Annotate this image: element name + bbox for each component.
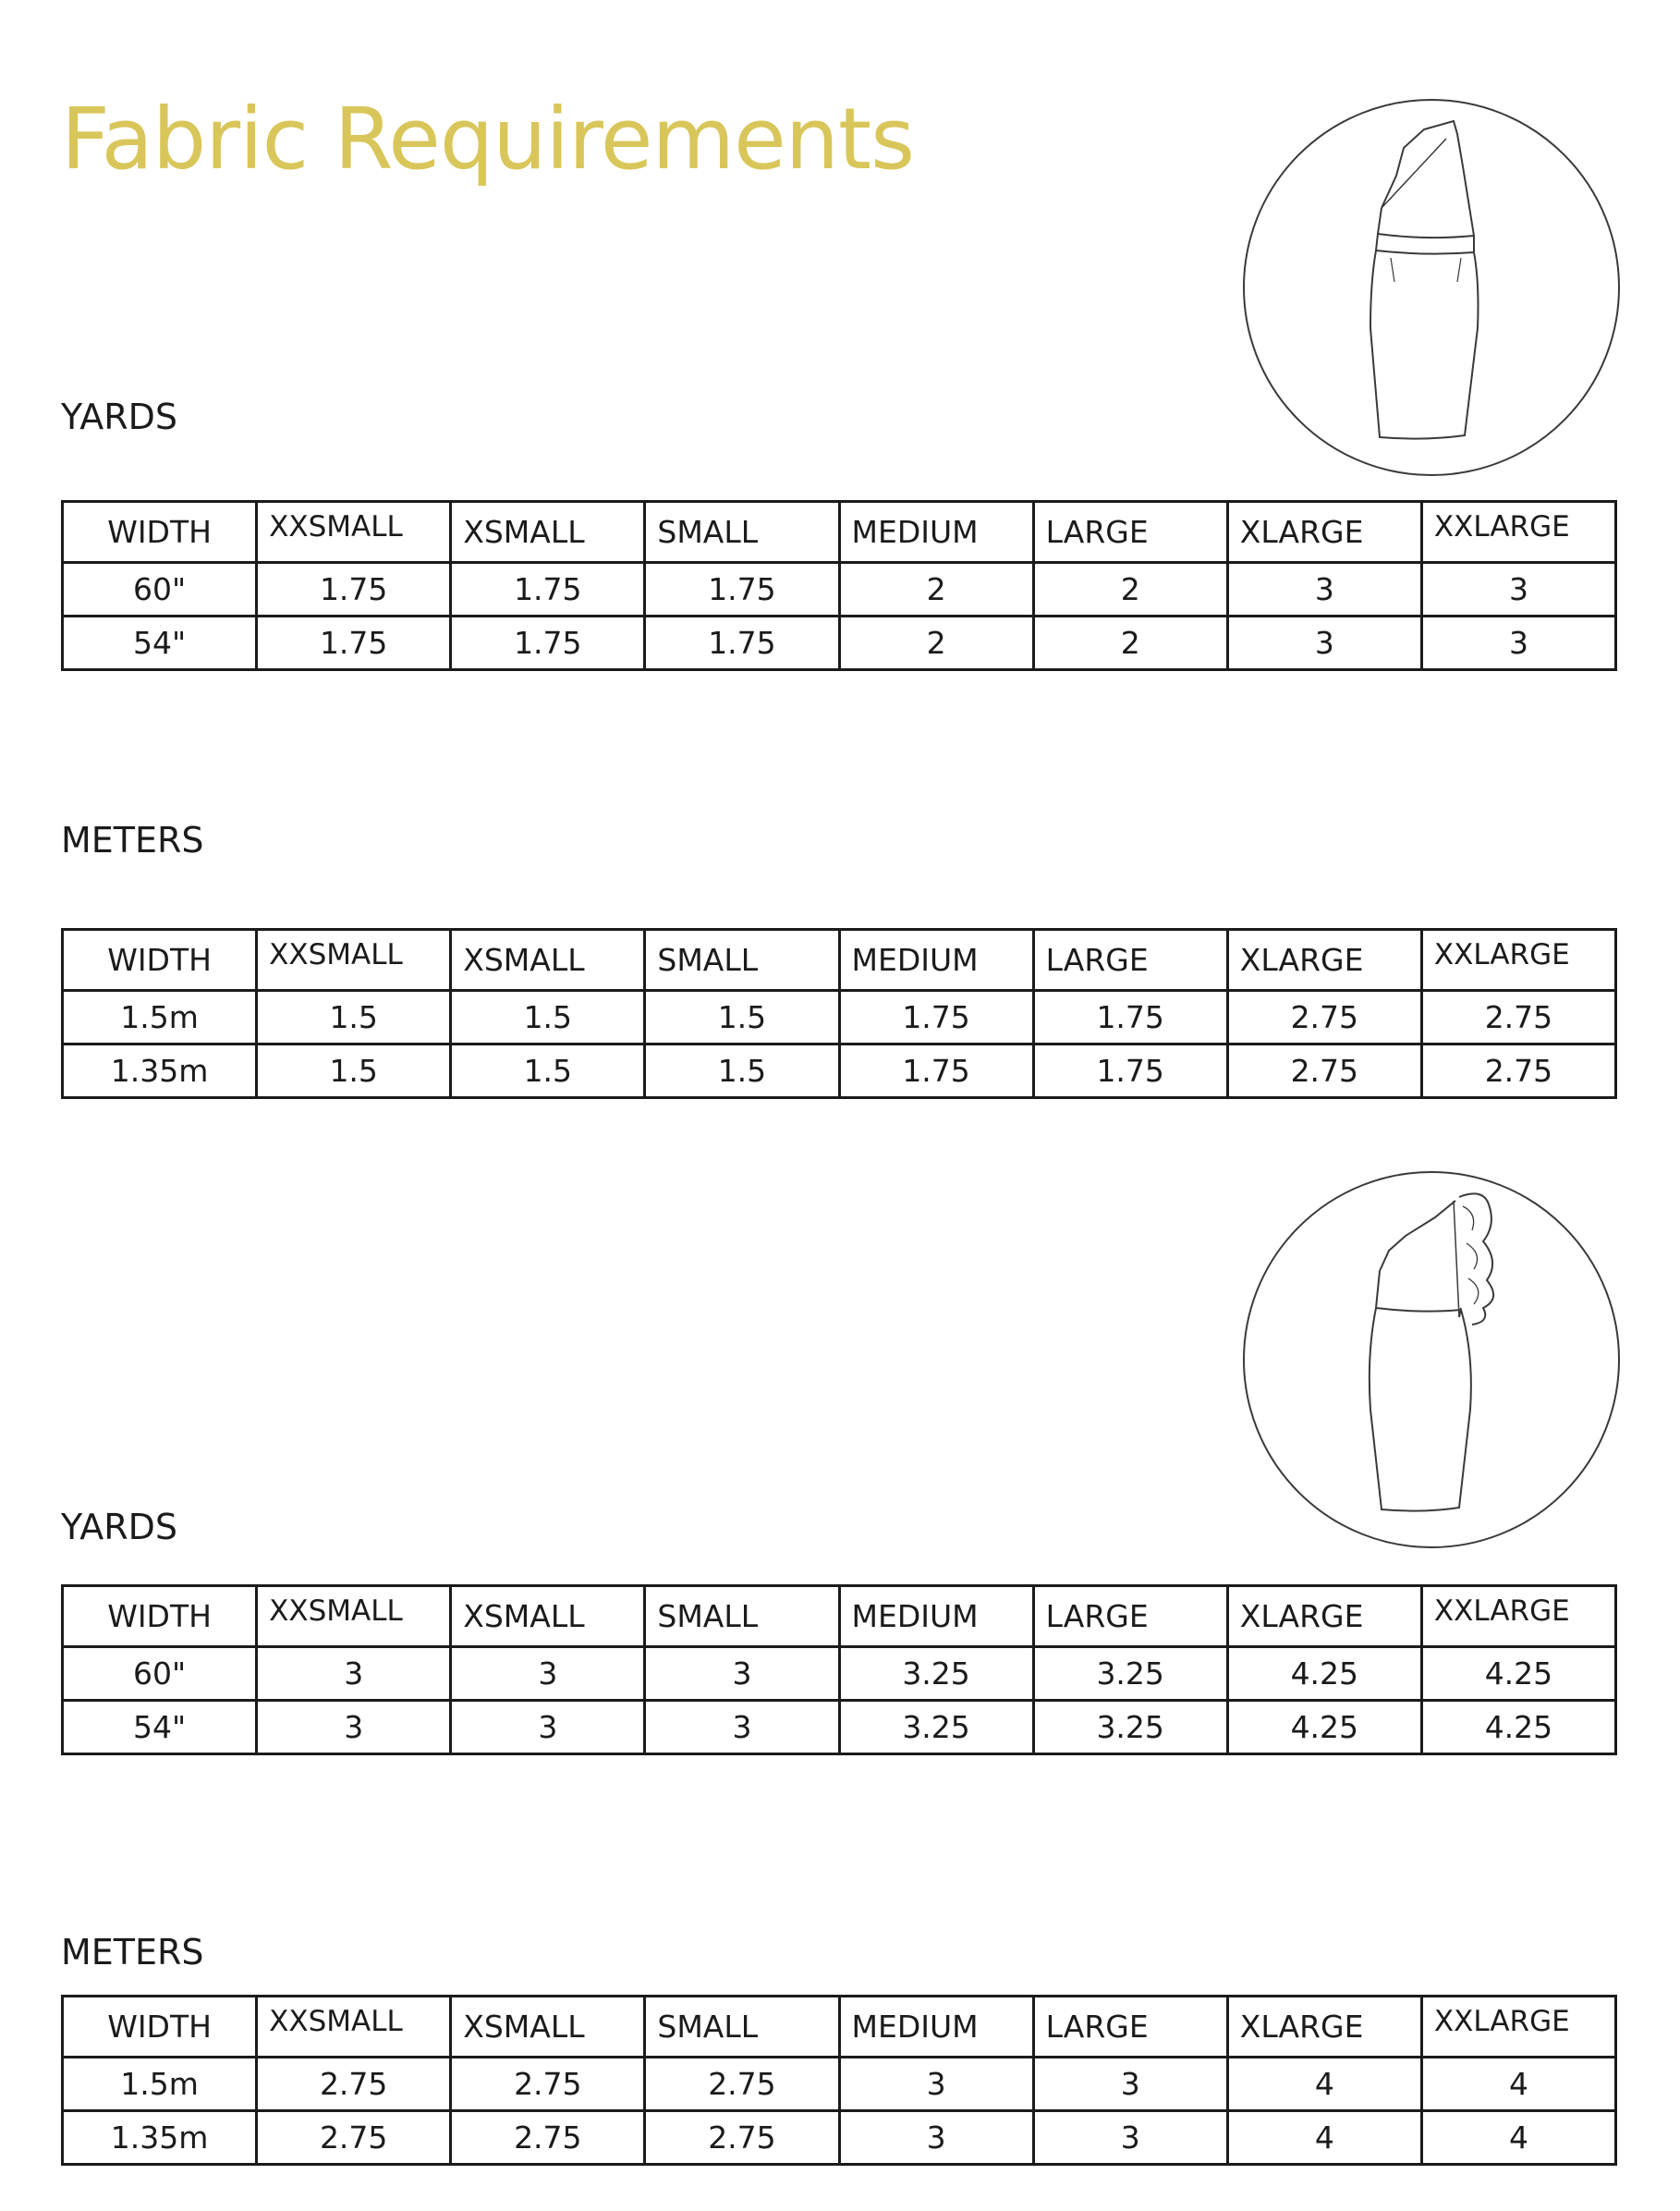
value-cell: 1.5 xyxy=(645,991,839,1044)
value-cell: 3 xyxy=(257,1647,451,1701)
value-cell: 3 xyxy=(1227,617,1421,670)
value-cell: 3 xyxy=(451,1701,645,1754)
size-header: XLARGE xyxy=(1227,1586,1421,1647)
table-header-row xyxy=(63,930,1616,991)
value-cell: 3 xyxy=(839,2058,1033,2111)
table-row xyxy=(63,1701,1616,1754)
value-cell: 3 xyxy=(645,1701,839,1754)
value-cell: 4 xyxy=(1421,2058,1615,2111)
size-header: XXLARGE xyxy=(1421,1997,1615,2058)
table-header-row xyxy=(63,1997,1616,2058)
table-header-row xyxy=(63,502,1616,563)
width-cell: 54" xyxy=(63,1701,257,1754)
width-cell: 1.5m xyxy=(63,2058,257,2111)
size-header: LARGE xyxy=(1033,502,1227,563)
value-cell: 2 xyxy=(1033,617,1227,670)
value-cell: 2.75 xyxy=(451,2058,645,2111)
table-header-row xyxy=(63,1586,1616,1647)
size-header: XXSMALL xyxy=(257,502,451,563)
section-label-meters: METERS xyxy=(61,820,204,861)
value-cell: 2.75 xyxy=(1227,991,1421,1044)
table-row xyxy=(63,2111,1616,2165)
size-header: XSMALL xyxy=(451,502,645,563)
size-header: XSMALL xyxy=(451,930,645,991)
size-header: XXSMALL xyxy=(257,1997,451,2058)
value-cell: 2.75 xyxy=(451,2111,645,2165)
width-cell: 1.35m xyxy=(63,2111,257,2165)
value-cell: 1.75 xyxy=(451,617,645,670)
value-cell: 4 xyxy=(1227,2058,1421,2111)
size-header: LARGE xyxy=(1033,930,1227,991)
size-header: XLARGE xyxy=(1227,502,1421,563)
value-cell: 1.75 xyxy=(839,991,1033,1044)
table-row xyxy=(63,563,1616,617)
value-cell: 4.25 xyxy=(1227,1701,1421,1754)
section-label-yards: YARDS xyxy=(61,1507,178,1547)
size-header: MEDIUM xyxy=(839,1997,1033,2058)
value-cell: 3.25 xyxy=(839,1647,1033,1701)
value-cell: 1.75 xyxy=(257,563,451,617)
one-shoulder-ruffle-dress-icon xyxy=(1241,1169,1622,1550)
value-cell: 2.75 xyxy=(1421,1044,1615,1098)
value-cell: 2.75 xyxy=(257,2058,451,2111)
fabric-table-meters-1 xyxy=(61,928,1617,1099)
value-cell: 2.75 xyxy=(645,2058,839,2111)
width-cell: 1.35m xyxy=(63,1044,257,1098)
width-header: WIDTH xyxy=(63,1586,257,1647)
value-cell: 3 xyxy=(1227,563,1421,617)
value-cell: 3 xyxy=(1033,2111,1227,2165)
fabric-table-yards-1 xyxy=(61,500,1617,671)
width-cell: 1.5m xyxy=(63,991,257,1044)
section-label-yards: YARDS xyxy=(61,397,178,437)
value-cell: 3 xyxy=(451,1647,645,1701)
table-row xyxy=(63,991,1616,1044)
size-header: XXSMALL xyxy=(257,1586,451,1647)
value-cell: 2.75 xyxy=(645,2111,839,2165)
value-cell: 1.75 xyxy=(645,563,839,617)
value-cell: 1.5 xyxy=(451,991,645,1044)
value-cell: 4 xyxy=(1227,2111,1421,2165)
value-cell: 2.75 xyxy=(1227,1044,1421,1098)
size-header: XLARGE xyxy=(1227,930,1421,991)
value-cell: 3.25 xyxy=(1033,1647,1227,1701)
size-header: XLARGE xyxy=(1227,1997,1421,2058)
size-header: XSMALL xyxy=(451,1997,645,2058)
value-cell: 2.75 xyxy=(1421,991,1615,1044)
value-cell: 3 xyxy=(1421,563,1615,617)
table-row xyxy=(63,617,1616,670)
value-cell: 2 xyxy=(839,617,1033,670)
value-cell: 2 xyxy=(1033,563,1227,617)
value-cell: 1.5 xyxy=(257,1044,451,1098)
size-header: XXLARGE xyxy=(1421,502,1615,563)
value-cell: 1.5 xyxy=(257,991,451,1044)
section-label-meters: METERS xyxy=(61,1932,204,1973)
value-cell: 4.25 xyxy=(1421,1701,1615,1754)
value-cell: 3 xyxy=(839,2111,1033,2165)
size-header: MEDIUM xyxy=(839,1586,1033,1647)
value-cell: 1.75 xyxy=(451,563,645,617)
value-cell: 1.75 xyxy=(257,617,451,670)
value-cell: 1.75 xyxy=(1033,991,1227,1044)
value-cell: 3.25 xyxy=(1033,1701,1227,1754)
size-header: XXSMALL xyxy=(257,930,451,991)
size-header: MEDIUM xyxy=(839,930,1033,991)
value-cell: 4.25 xyxy=(1227,1647,1421,1701)
value-cell: 3 xyxy=(257,1701,451,1754)
width-cell: 54" xyxy=(63,617,257,670)
table-row xyxy=(63,1044,1616,1098)
width-cell: 60" xyxy=(63,1647,257,1701)
page-title: Fabric Requirements xyxy=(61,90,915,189)
value-cell: 1.75 xyxy=(839,1044,1033,1098)
size-header: SMALL xyxy=(645,502,839,563)
value-cell: 3.25 xyxy=(839,1701,1033,1754)
size-header: LARGE xyxy=(1033,1997,1227,2058)
value-cell: 3 xyxy=(1033,2058,1227,2111)
one-shoulder-dress-icon xyxy=(1241,97,1622,478)
value-cell: 2 xyxy=(839,563,1033,617)
value-cell: 4 xyxy=(1421,2111,1615,2165)
width-header: WIDTH xyxy=(63,1997,257,2058)
value-cell: 4.25 xyxy=(1421,1647,1615,1701)
value-cell: 1.75 xyxy=(1033,1044,1227,1098)
width-header: WIDTH xyxy=(63,502,257,563)
table-row xyxy=(63,1647,1616,1701)
value-cell: 2.75 xyxy=(257,2111,451,2165)
size-header: SMALL xyxy=(645,1586,839,1647)
size-header: MEDIUM xyxy=(839,502,1033,563)
size-header: XXLARGE xyxy=(1421,930,1615,991)
size-header: SMALL xyxy=(645,930,839,991)
width-header: WIDTH xyxy=(63,930,257,991)
value-cell: 1.75 xyxy=(645,617,839,670)
value-cell: 1.5 xyxy=(451,1044,645,1098)
value-cell: 3 xyxy=(645,1647,839,1701)
value-cell: 1.5 xyxy=(645,1044,839,1098)
value-cell: 3 xyxy=(1421,617,1615,670)
fabric-table-yards-2 xyxy=(61,1584,1617,1755)
width-cell: 60" xyxy=(63,563,257,617)
fabric-table-meters-2 xyxy=(61,1995,1617,2166)
size-header: XSMALL xyxy=(451,1586,645,1647)
size-header: LARGE xyxy=(1033,1586,1227,1647)
size-header: XXLARGE xyxy=(1421,1586,1615,1647)
size-header: SMALL xyxy=(645,1997,839,2058)
table-row xyxy=(63,2058,1616,2111)
